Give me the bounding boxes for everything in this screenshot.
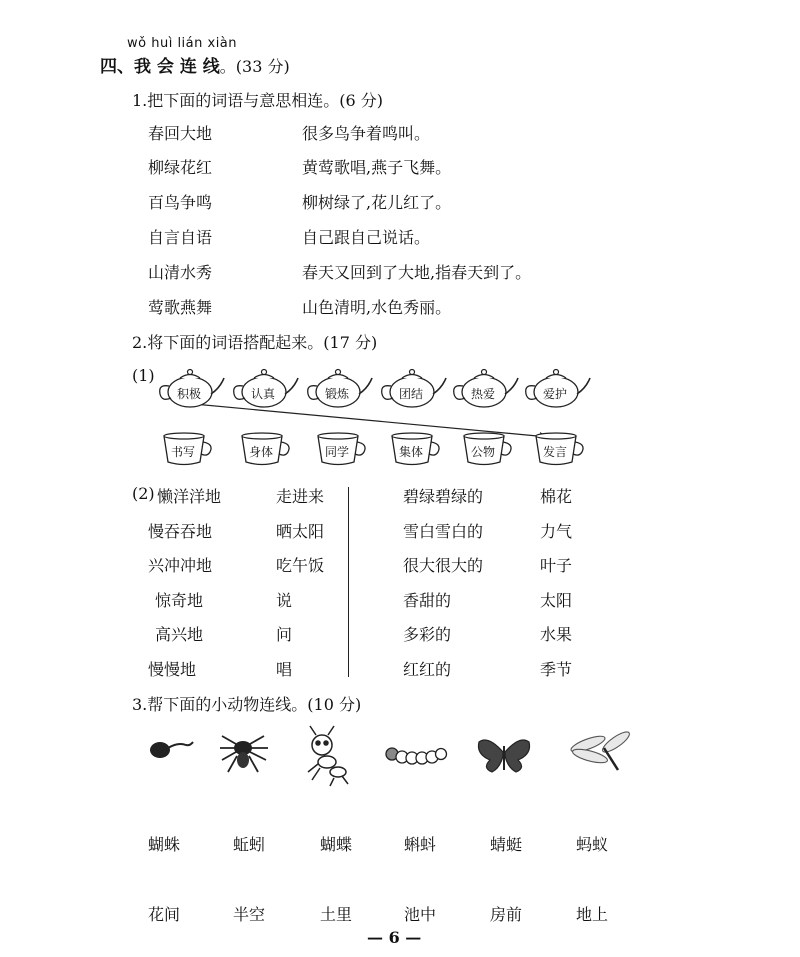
- q2-adverb: 高兴地: [155, 625, 204, 644]
- section-score: 。(33 分): [219, 57, 290, 76]
- q1-right-meaning: 春天又回到了大地,指春天到了。: [302, 263, 532, 282]
- habitat-place: 池中: [404, 905, 437, 924]
- q1-left-phrase: 山清水秀: [148, 263, 213, 282]
- butterfly-icon: [478, 740, 529, 772]
- ant-icon: [308, 726, 348, 786]
- q1-right-meaning: 柳树绿了,花儿红了。: [302, 193, 452, 212]
- animal-name: 蝌蚪: [404, 835, 437, 854]
- q2-noun: 棉花: [540, 487, 573, 506]
- dragonfly-icon: [569, 729, 632, 770]
- q2-adverb: 慢吞吞地: [148, 522, 213, 541]
- q2-verb: 唱: [276, 660, 293, 679]
- spider-icon: [220, 736, 268, 772]
- habitat-place: 半空: [233, 905, 266, 924]
- animal-name: 蝴蝶: [320, 835, 353, 854]
- cup-label: 同学: [325, 445, 350, 459]
- q2-verb: 问: [276, 625, 293, 644]
- section-number: 四、: [100, 57, 134, 77]
- q1-left-phrase: 柳绿花红: [148, 158, 213, 177]
- q2-noun: 叶子: [540, 556, 573, 575]
- q2-adjective: 红红的: [403, 660, 452, 679]
- q1-left-phrase: 莺歌燕舞: [148, 298, 213, 317]
- q2-adjective: 雪白雪白的: [403, 522, 484, 541]
- habitat-place: 房前: [490, 905, 523, 924]
- q2-verb: 走进来: [276, 487, 325, 506]
- q2-adjective: 很大很大的: [403, 556, 484, 575]
- q2-part2-label: (2): [132, 484, 155, 503]
- q2-adjective: 多彩的: [403, 625, 452, 644]
- q1-left-phrase: 自言自语: [148, 228, 213, 247]
- q1-right-meaning: 山色清明,水色秀丽。: [302, 298, 452, 317]
- cup-label: 发言: [543, 445, 568, 459]
- animal-name: 蜻蜓: [490, 835, 523, 854]
- q2-adjective: 香甜的: [403, 591, 452, 610]
- teapot-label: 锻炼: [325, 387, 350, 401]
- animal-name: 蝴蛛: [148, 835, 181, 854]
- q2-noun: 力气: [540, 522, 573, 541]
- q2-verb: 晒太阳: [276, 522, 325, 541]
- q2-part1-label: (1): [132, 366, 155, 385]
- q1-right-meaning: 很多鸟争着鸣叫。: [302, 124, 431, 143]
- cup-label: 公物: [471, 445, 496, 459]
- q2-adverb: 慢慢地: [148, 660, 197, 679]
- caterpillar-icon: [386, 748, 447, 764]
- q2-title: 2.将下面的词语搭配起来。(17 分): [132, 333, 378, 352]
- q2-verb: 吃午饭: [276, 556, 325, 575]
- q2-adverb: 惊奇地: [155, 591, 204, 610]
- section-title: 我 会 连 线: [134, 57, 220, 77]
- q1-right-meaning: 自己跟自己说话。: [302, 228, 431, 247]
- q1-right-meaning: 黄莺歌唱,燕子飞舞。: [302, 158, 452, 177]
- q2-adjective: 碧绿碧绿的: [403, 487, 484, 506]
- section-pinyin: wǒ huì lián xiàn: [127, 36, 238, 51]
- q2-verb: 说: [276, 591, 293, 610]
- teapot-label: 团结: [399, 387, 424, 401]
- cup-label: 集体: [399, 445, 424, 459]
- q2-noun: 水果: [540, 625, 573, 644]
- q2-noun: 季节: [540, 660, 573, 679]
- habitat-place: 花间: [148, 905, 181, 924]
- q1-title: 1.把下面的词语与意思相连。(6 分): [132, 91, 384, 110]
- page-number: — 6 —: [367, 928, 422, 947]
- q2-noun: 太阳: [540, 591, 573, 610]
- teapot-label: 积极: [177, 387, 202, 401]
- tadpole-icon: [150, 742, 193, 758]
- q3-title: 3.帮下面的小动物连线。(10 分): [132, 695, 362, 714]
- teapot-label: 热爱: [471, 387, 496, 401]
- q2-adverb: 懒洋洋地: [157, 487, 222, 506]
- animal-name: 蚯蚓: [233, 835, 266, 854]
- cup-label: 身体: [249, 445, 274, 459]
- animal-name: 蚂蚁: [576, 835, 609, 854]
- q2-adverb: 兴冲冲地: [148, 556, 213, 575]
- teapot-label: 爱护: [543, 387, 568, 401]
- cup-label: 书写: [171, 445, 196, 459]
- q1-left-phrase: 百鸟争鸣: [148, 193, 213, 212]
- teapot-label: 认真: [251, 387, 276, 401]
- habitat-place: 土里: [320, 905, 353, 924]
- habitat-place: 地上: [576, 905, 609, 924]
- q1-left-phrase: 春回大地: [148, 124, 213, 143]
